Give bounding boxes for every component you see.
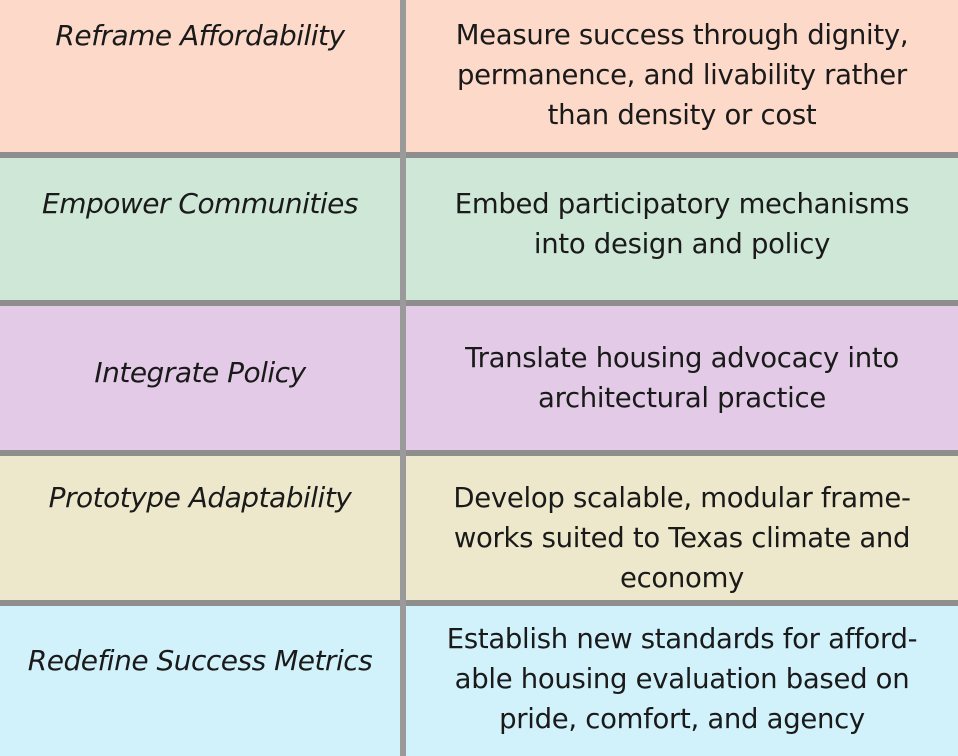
strategy-label: Reframe Affordability [55, 19, 345, 52]
description-line: permanence, and livability rather [457, 59, 907, 91]
description-line: works suited to Texas climate and [453, 522, 911, 554]
description-line: into design and policy [533, 228, 831, 260]
description-cell [406, 456, 958, 600]
strategy-cell [0, 306, 400, 450]
row-divider [0, 152, 958, 158]
table-row [0, 158, 958, 300]
description-text [447, 619, 918, 739]
strategy-cell [0, 158, 400, 300]
row-divider [0, 600, 958, 606]
description-line: Translate housing advocacy into [465, 342, 899, 374]
description-line: architectural practice [538, 382, 826, 414]
description-text [465, 338, 899, 418]
strategy-cell [0, 606, 400, 756]
description-line: able housing evaluation based on [454, 663, 910, 695]
description-text [456, 15, 909, 135]
description-line: pride, comfort, and agency [499, 703, 865, 735]
column-divider [400, 0, 406, 756]
row-divider [0, 450, 958, 456]
description-text [453, 478, 910, 598]
description-cell [406, 158, 958, 300]
strategy-cell [0, 0, 400, 152]
description-line: Develop scalable, modular frame- [453, 482, 911, 514]
description-cell [406, 606, 958, 756]
description-line: economy [619, 562, 745, 594]
description-cell [406, 306, 958, 450]
table-row [0, 606, 958, 756]
strategy-label: Integrate Policy [94, 356, 306, 389]
strategy-label: Redefine Success Metrics [27, 644, 373, 677]
strategy-label: Empower Communities [42, 187, 358, 220]
strategy-label: Prototype Adaptability [48, 481, 352, 514]
row-divider [0, 300, 958, 306]
table-row [0, 306, 958, 450]
description-line: Measure success through dignity, [455, 19, 909, 51]
description-line: Embed participatory mechanisms [454, 188, 910, 220]
table-row [0, 0, 958, 152]
description-text [455, 184, 909, 264]
table-row [0, 456, 958, 600]
description-line: than density or cost [547, 99, 817, 131]
description-cell [406, 0, 958, 152]
strategy-cell [0, 456, 400, 600]
description-line: Establish new standards for afford- [446, 623, 918, 655]
